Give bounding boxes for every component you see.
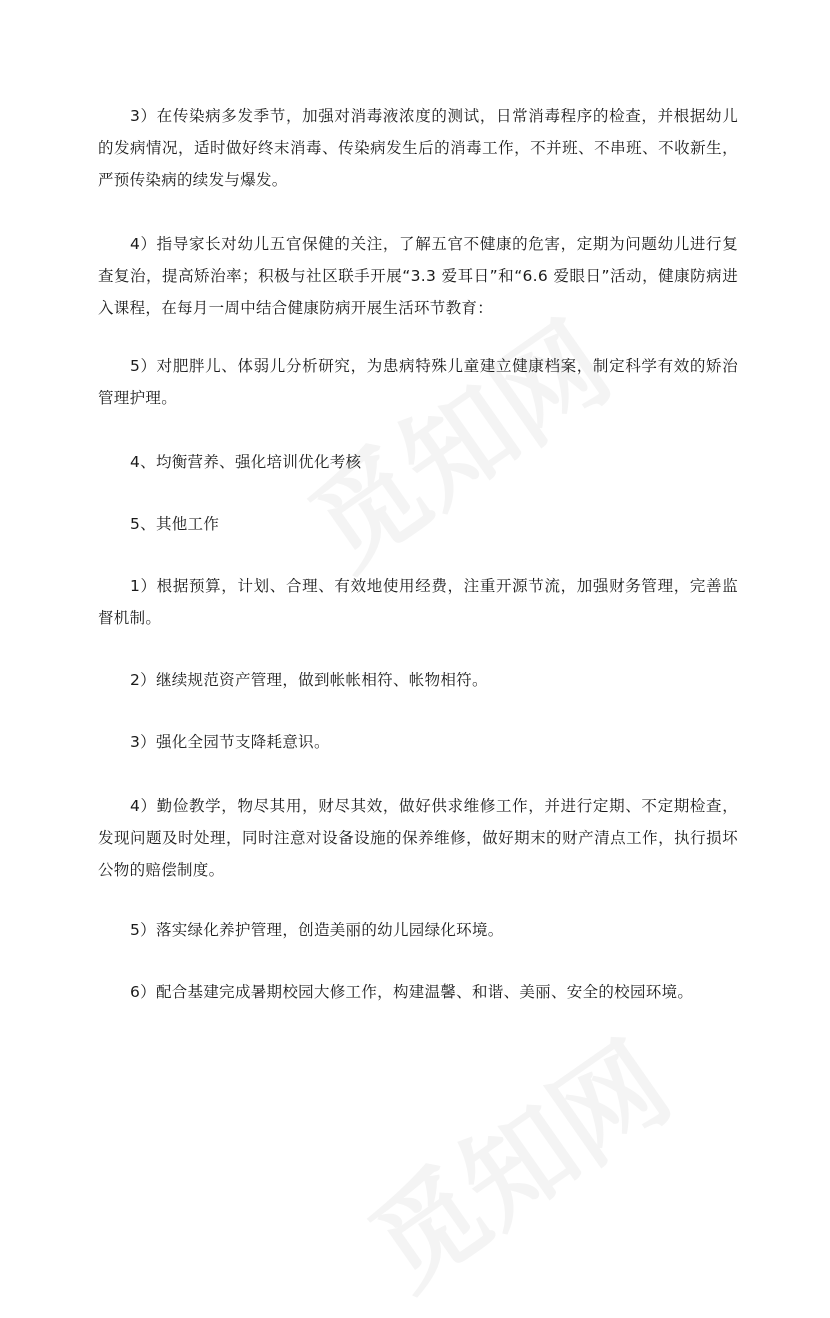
paragraph: 6）配合基建完成暑期校园大修工作，构建温馨、和谐、美丽、安全的校园环境。 (130, 983, 694, 1001)
section-heading: 4、均衡营养、强化培训优化考核 (130, 453, 362, 471)
watermark-text (335, 1000, 696, 1318)
paragraph: 5）落实绿化养护管理，创造美丽的幼儿园绿化环境。 (130, 921, 504, 939)
paragraph: 4）勤俭教学，物尽其用，财尽其效，做好供求维修工作，并进行定期、不定期检查，发现问题及时处理，同时注意对设备设施的保养维修，做好期末的财产清点工作，执行损坏公物的赔偿制度。 (98, 797, 738, 879)
section-heading: 5、其他工作 (130, 515, 220, 533)
paragraph: 3）强化全园节支降耗意识。 (130, 733, 330, 751)
paragraph: 3）在传染病多发季节，加强对消毒液浓度的测试，日常消毒程序的检查，并根据幼儿的发病情况，适时做好终末消毒、传染病发生后的消毒工作，不并班、不串班、不收新生，严预传染病的续发与爆发。 (98, 107, 738, 189)
paragraph: 2）继续规范资产管理，做到帐帐相符、帐物相符。 (130, 671, 488, 689)
paragraph: 5）对肥胖儿、体弱儿分析研究，为患病特殊儿童建立健康档案，制定科学有效的矫治管理护理。 (98, 357, 738, 407)
paragraph: 4）指导家长对幼儿五官保健的关注，了解五官不健康的危害，定期为问题幼儿进行复查复治，提高矫治率；积极与社区联手开展“3.3 爱耳日”和“6.6 爱眼日”活动，健康防病进入课程，在每月一周中结合健康防病开展生活环节教育： (98, 235, 738, 317)
paragraph: 1）根据预算，计划、合理、有效地使用经费，注重开源节流，加强财务管理，完善监督机制。 (98, 577, 738, 627)
watermark-text (275, 280, 636, 599)
